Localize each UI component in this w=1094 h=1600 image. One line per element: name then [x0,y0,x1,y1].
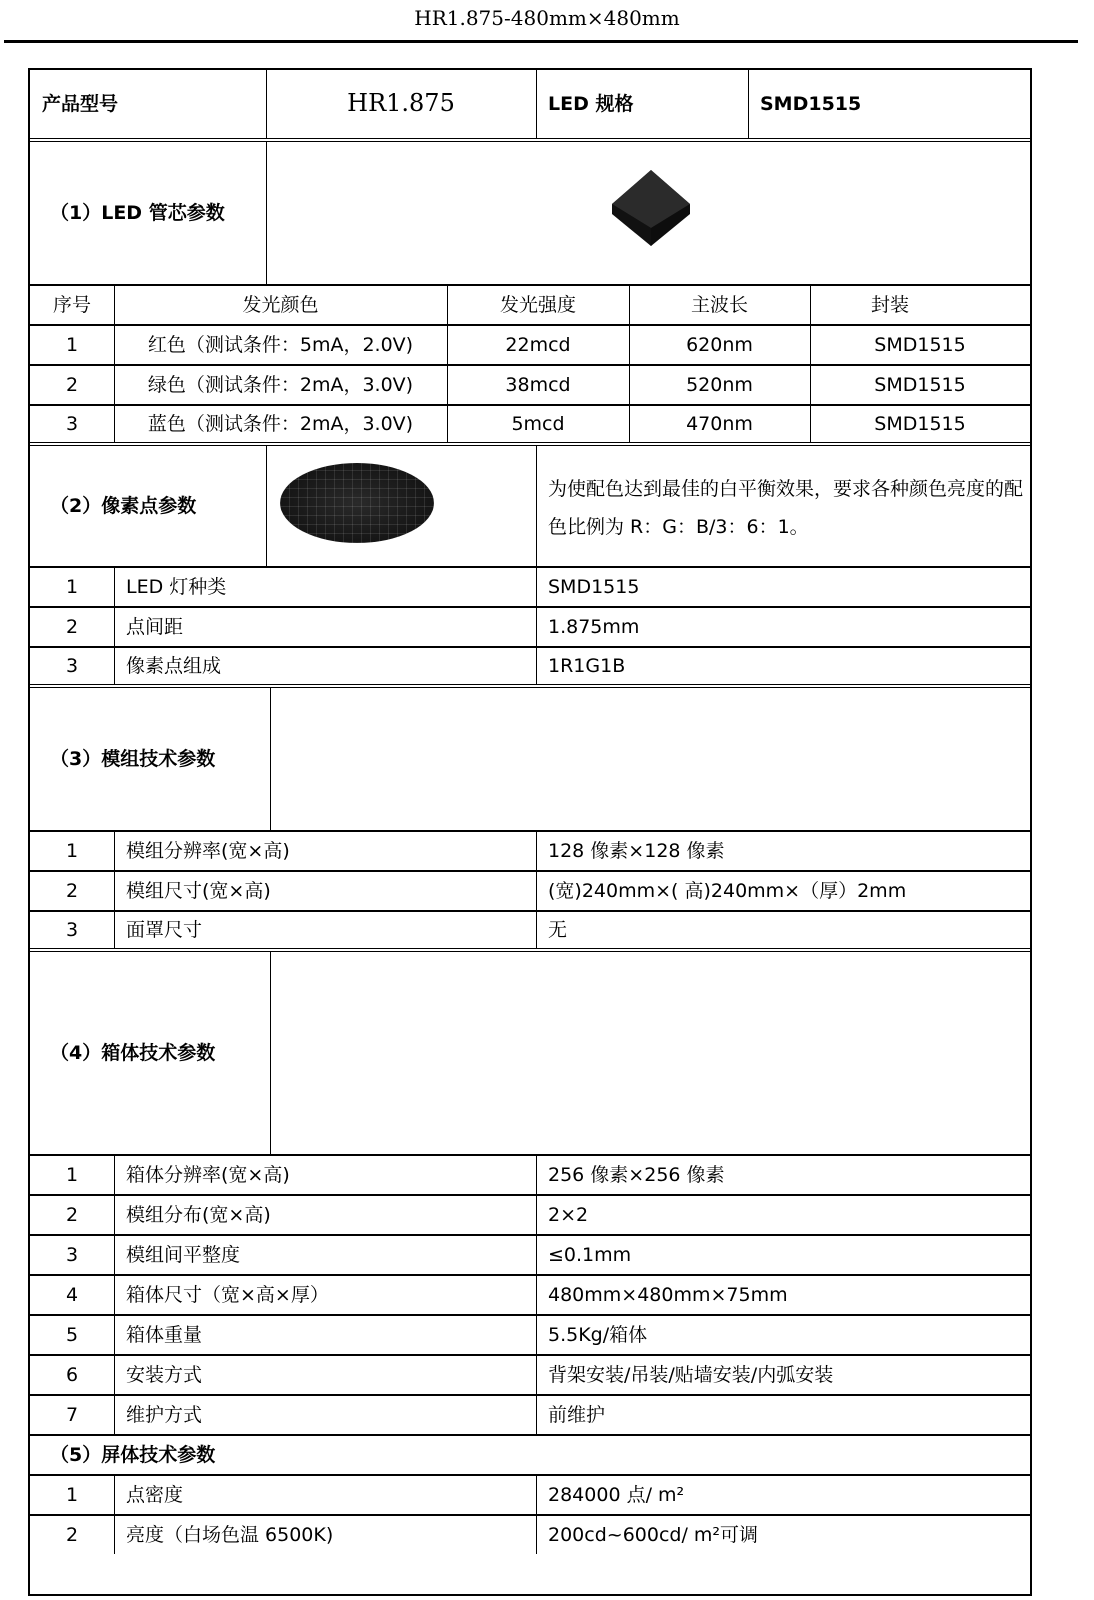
column-divider [536,446,537,684]
divider [30,442,1030,443]
led-table-header [30,286,1030,324]
param-name: 亮度（白场色温 6500K) [126,1523,334,1546]
param-value: 284000 点/ m² [548,1483,685,1506]
column-divider [266,446,267,566]
row-index: 3 [65,412,79,435]
column-header: 封装 [870,293,909,316]
pixel-matrix-icon [280,463,434,543]
led-section-header [30,142,1030,284]
row-index: 6 [65,1363,79,1386]
row-index: 2 [65,615,79,638]
row-index: 4 [65,1283,79,1306]
column-divider [114,1476,115,1554]
table-row [30,366,1030,404]
table-row [30,1196,1030,1234]
param-value: (宽)240mm×( 高)240mm×（厚）2mm [548,879,907,902]
table-row [30,1516,1030,1554]
column-header: 序号 [52,293,91,316]
luminous-intensity: 22mcd [505,333,571,356]
column-divider [536,1476,537,1554]
param-name: 箱体尺寸（宽×高×厚） [126,1283,329,1306]
param-value: 无 [548,918,568,941]
param-name: 模组间平整度 [126,1243,241,1266]
param-value: 1.875mm [548,615,640,638]
row-index: 1 [65,1163,79,1186]
row-index: 5 [65,1323,79,1346]
row-index: 1 [65,839,79,862]
column-divider [114,832,115,948]
led-color: 绿色（测试条件：2mA，3.0V) [147,373,414,396]
column-header: 发光强度 [499,293,576,316]
wavelength: 520nm [686,373,753,396]
column-divider [266,142,267,284]
row-index: 2 [65,1203,79,1226]
column-divider [270,688,271,830]
white-balance-note: 为使配色达到最佳的白平衡效果，要求各种颜色亮度的配色比例为 R：G：B/3：6：1。 [548,478,1024,538]
table-row [30,872,1030,910]
top-row [30,70,1030,138]
led-spec-value: SMD1515 [760,92,862,115]
luminous-intensity: 5mcd [511,412,565,435]
page-header: HR1.875-480mm×480mm [414,6,680,30]
table-row [30,832,1030,870]
param-name: 模组尺寸(宽×高) [126,879,271,902]
param-name: 箱体重量 [126,1323,203,1346]
header-rule [4,40,1078,43]
luminous-intensity: 38mcd [505,373,571,396]
screen-section-header [30,1436,1030,1474]
led-section-title: （1）LED 管芯参数 [50,201,225,224]
model-label: 产品型号 [42,92,119,115]
param-value: 2×2 [548,1203,589,1226]
row-index: 3 [65,654,79,677]
package: SMD1515 [874,412,966,435]
param-value: 前维护 [548,1403,606,1426]
led-spec-label: LED 规格 [548,92,634,115]
param-name: 点间距 [126,615,184,638]
param-name: 面罩尺寸 [126,918,203,941]
table-row [30,1236,1030,1274]
column-divider [810,286,811,442]
cabinet-section-title: （4）箱体技术参数 [50,1041,216,1064]
column-divider [114,286,115,442]
wavelength: 470nm [686,412,753,435]
table-row [30,1396,1030,1434]
param-name: 箱体分辨率(宽×高) [126,1163,290,1186]
table-row [30,406,1030,442]
table-row [30,326,1030,364]
param-value: 128 像素×128 像素 [548,839,725,862]
column-divider [270,952,271,1154]
row-index: 1 [65,575,79,598]
table-row [30,912,1030,948]
row-index: 2 [65,879,79,902]
table-row [30,608,1030,646]
table-row [30,648,1030,684]
column-divider [748,70,749,138]
column-header: 主波长 [690,293,748,316]
param-name: 像素点组成 [126,654,222,677]
table-row [30,1356,1030,1394]
screen-section-title: （5）屏体技术参数 [50,1443,216,1466]
param-name: 维护方式 [126,1403,203,1426]
pixel-section-title: （2）像素点参数 [50,494,197,517]
table-row [30,1156,1030,1194]
column-divider [447,286,448,442]
row-index: 3 [65,918,79,941]
module-section-header [30,688,1030,830]
column-divider [536,70,537,138]
param-value: 1R1G1B [548,654,626,677]
column-divider [266,70,267,138]
param-value: 200cd~600cd/ m²可调 [548,1523,759,1546]
divider [30,684,1030,685]
param-name: LED 灯种类 [126,575,227,598]
table-row [30,568,1030,606]
param-name: 模组分辨率(宽×高) [126,839,290,862]
row-index: 1 [65,1483,79,1506]
param-name: 模组分布(宽×高) [126,1203,271,1226]
wavelength: 620nm [686,333,753,356]
spec-sheet [28,68,1032,1596]
cabinet-section-header [30,952,1030,1154]
row-index: 1 [65,333,79,356]
column-divider [114,1156,115,1434]
divider [30,138,1030,139]
column-divider [629,286,630,442]
param-value: 256 像素×256 像素 [548,1163,725,1186]
module-section-title: （3）模组技术参数 [50,747,216,770]
table-row [30,1276,1030,1314]
column-header: 发光颜色 [242,293,319,316]
divider [30,948,1030,949]
param-value: ≤0.1mm [548,1243,632,1266]
column-divider [114,568,115,684]
smd-led-chip-icon [608,166,694,252]
column-divider [536,832,537,948]
table-row [30,1316,1030,1354]
led-color: 红色（测试条件：5mA，2.0V) [147,333,414,356]
param-value: 5.5Kg/箱体 [548,1323,648,1346]
param-name: 安装方式 [126,1363,203,1386]
row-index: 2 [65,373,79,396]
param-value: 背架安装/吊装/贴墙安装/内弧安装 [548,1363,834,1386]
package: SMD1515 [874,373,966,396]
model-value: HR1.875 [347,89,455,118]
row-index: 7 [65,1403,79,1426]
param-value: SMD1515 [548,575,640,598]
column-divider [536,1156,537,1434]
row-index: 3 [65,1243,79,1266]
param-value: 480mm×480mm×75mm [548,1283,788,1306]
led-color: 蓝色（测试条件：2mA，3.0V) [147,412,414,435]
package: SMD1515 [874,333,966,356]
table-row [30,1476,1030,1514]
param-name: 点密度 [126,1483,184,1506]
row-index: 2 [65,1523,79,1546]
